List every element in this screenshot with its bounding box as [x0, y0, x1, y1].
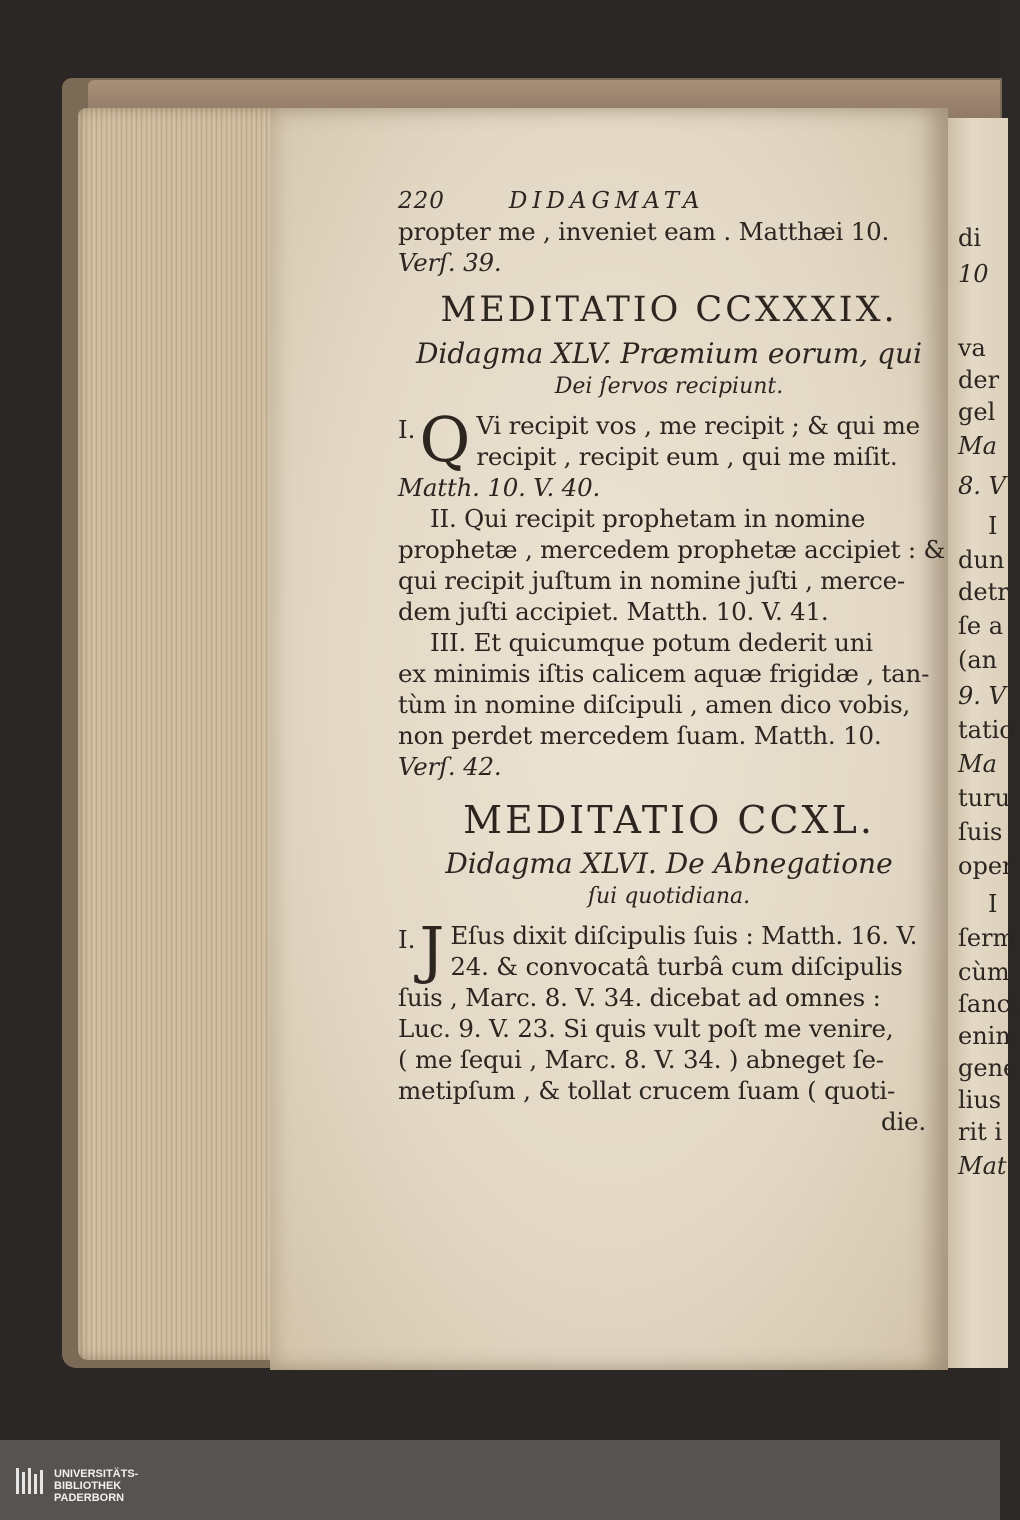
fragment: ſuis [958, 818, 1003, 846]
text-line: ( me ſequi , Marc. 8. V. 34. ) abneget ſe- [398, 1045, 884, 1074]
drop-cap: Q [419, 403, 471, 476]
fragment: lius [958, 1086, 1002, 1114]
running-title: DIDAGMATA [508, 188, 705, 214]
fragment: ſerm [958, 924, 1016, 952]
fragment: Mat [958, 1152, 1007, 1180]
fragment: ſanct [958, 990, 1020, 1018]
library-name [54, 1468, 138, 1504]
fragment: gel [958, 398, 996, 426]
fragment: gene [958, 1054, 1018, 1082]
fragment: Ma [958, 432, 997, 460]
text-line: II. Qui recipit prophetam in nomine [430, 504, 866, 533]
text-line: III. Et quicumque potum dederit uni [430, 628, 873, 657]
text-line: Luc. 9. V. 23. Si quis vult poſt me venire, [398, 1014, 894, 1043]
library-footer [0, 1440, 1000, 1520]
fragment: Ma [958, 750, 997, 778]
fragment: va [958, 334, 986, 362]
paragraph-number: I. [398, 925, 416, 954]
fragment: I [988, 890, 998, 918]
meditatio-heading: MEDITATIO CCXXXIX. [440, 290, 898, 330]
text-line: recipit , recipit eum , qui me miſit. [476, 442, 898, 471]
fragment: detr [958, 578, 1009, 606]
fragment: turu [958, 784, 1011, 812]
text-line: prophetæ , mercedem prophetæ accipiet : & [398, 535, 946, 564]
fragment: rit i [958, 1118, 1003, 1146]
text-line: dem juſti accipiet. Matth. 10. V. 41. [398, 597, 829, 626]
fragment: 9. V [958, 682, 1006, 710]
page-text [398, 186, 946, 1137]
page-edges [78, 108, 293, 1360]
paragraph [398, 913, 940, 986]
fragment: di [958, 224, 982, 252]
text-line: Vi recipit vos , me recipit ; & qui me [476, 411, 920, 440]
text-line: ſuis , Marc. 8. V. 34. dicebat ad omnes : [398, 983, 881, 1012]
fragment: tatio [958, 716, 1014, 744]
text-line: qui recipit juſtum in nomine juſti , merce- [398, 566, 905, 595]
text-line: ex minimis iſtis calicem aquæ frigidæ , tan- [398, 659, 930, 688]
fragment: cùm [958, 958, 1010, 986]
fragment: (an [958, 646, 998, 674]
library-name-line: PADERBORN [54, 1492, 125, 1504]
citation-line: Matth. 10. V. 40. [398, 473, 601, 502]
drop-cap: J [419, 913, 445, 986]
fragment: der [958, 366, 1000, 394]
fragment: enim [958, 1022, 1019, 1050]
page-number: 220 [398, 188, 445, 214]
fragment: ſe a [958, 612, 1004, 640]
didagma-heading: Didagma XLVI. De Abnegatione [445, 847, 893, 880]
catchword: die. [880, 1107, 926, 1136]
paragraph [398, 403, 940, 476]
text-line: 24. & convocatâ turbâ cum diſcipulis [450, 952, 903, 981]
meditatio-heading: MEDITATIO CCXL. [463, 798, 875, 842]
text-line: Verſ. 39. [398, 248, 502, 277]
library-logo-icon [14, 1466, 44, 1496]
paragraph-number: I. [398, 415, 416, 444]
didagma-subheading: Dei ſervos recipiunt. [554, 374, 784, 399]
library-name-line: UNIVERSITÄTS- [54, 1468, 139, 1480]
fragment: 10 [958, 260, 989, 288]
text-line: propter me , inveniet eam . Matthæi 10. [398, 217, 890, 246]
fragment: I [988, 512, 998, 540]
text-line: metipſum , & tollat crucem ſuam ( quoti- [398, 1076, 896, 1105]
library-name-line: BIBLIOTHEK [54, 1480, 122, 1492]
fragment: dun [958, 546, 1005, 574]
text-line: tùm in nomine diſcipuli , amen dico vobis, [398, 690, 911, 719]
text-line: Eſus dixit diſcipulis ſuis : Matth. 16. V. [450, 921, 918, 950]
running-head [398, 186, 940, 216]
citation-line: Verſ. 42. [398, 752, 502, 781]
didagma-subheading: ſui quotidiana. [587, 884, 751, 909]
didagma-heading: Didagma XLV. Præmium eorum, qui [415, 337, 923, 370]
fragment: oper [958, 852, 1014, 880]
fragment: 8. V [958, 472, 1006, 500]
text-line: non perdet mercedem ſuam. Matth. 10. [398, 721, 882, 750]
